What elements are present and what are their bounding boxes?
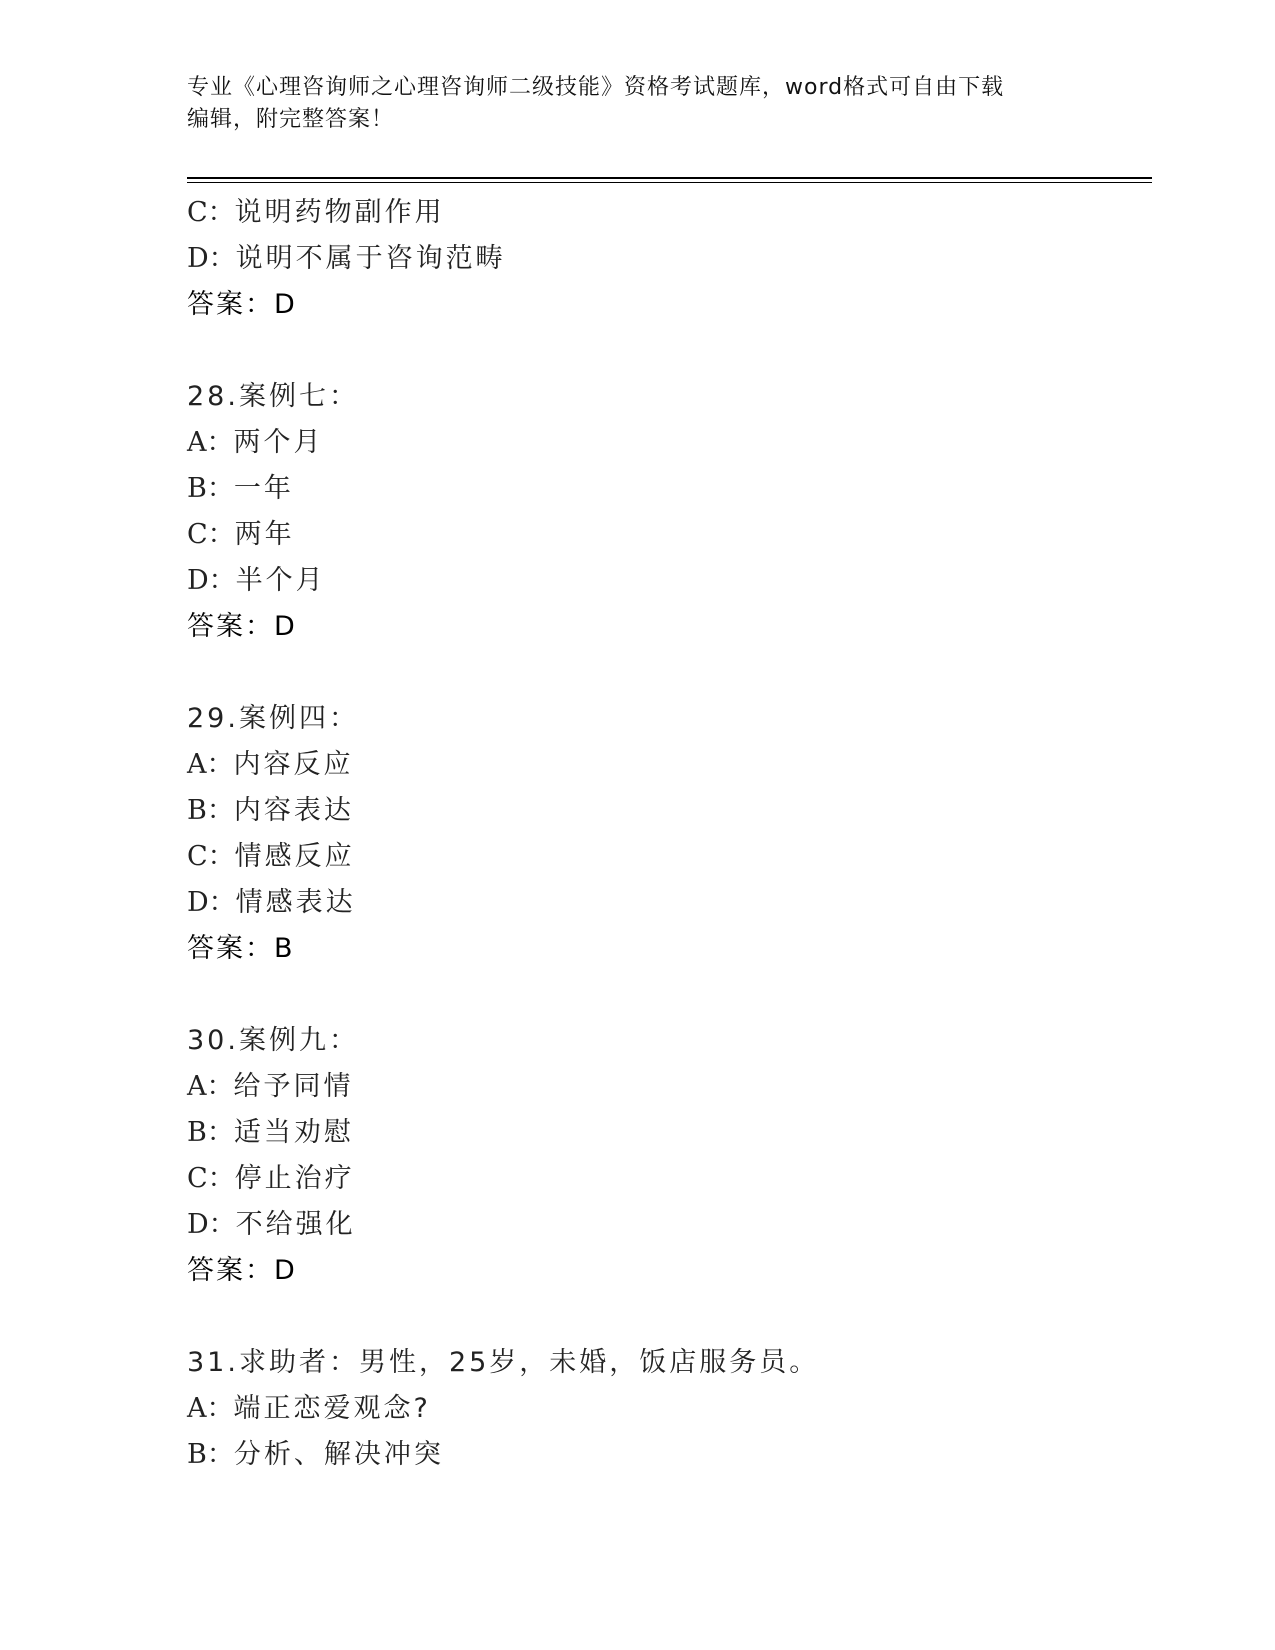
option-key: A：	[187, 427, 234, 458]
option-line	[187, 834, 1147, 880]
option-key: C：	[187, 1163, 235, 1194]
block-spacer	[187, 650, 1147, 696]
option-line	[187, 1432, 1147, 1478]
question-text: 29.案例四：	[187, 703, 359, 734]
option-key: D：	[187, 565, 236, 596]
option-key: B：	[187, 795, 234, 826]
option-text: 说明不属于咨询范畴	[235, 243, 506, 274]
block-spacer	[187, 1294, 1147, 1340]
option-line	[187, 1064, 1147, 1110]
option-text: 停止治疗	[234, 1163, 355, 1194]
block-spacer	[187, 328, 1147, 374]
option-text: 适当劝慰	[233, 1117, 354, 1148]
answer-line: 答案：B	[187, 933, 295, 964]
option-text: 半个月	[235, 565, 326, 596]
option-line	[187, 466, 1147, 512]
option-text: 一年	[233, 473, 294, 504]
option-key: D：	[187, 887, 236, 918]
option-key: C：	[187, 519, 235, 550]
option-key: D：	[187, 1209, 236, 1240]
option-key: C：	[187, 841, 235, 872]
option-text: 分析、解决冲突	[233, 1439, 444, 1470]
option-key: B：	[187, 1439, 234, 1470]
option-line	[187, 558, 1147, 604]
header-rule-thick	[187, 177, 1152, 179]
option-key: B：	[187, 1117, 234, 1148]
option-line	[187, 1110, 1147, 1156]
header-rule-thin	[187, 182, 1152, 183]
question-block	[187, 190, 1147, 374]
option-text: 内容反应	[233, 749, 354, 780]
option-line	[187, 420, 1147, 466]
option-key: C：	[187, 197, 235, 228]
option-line	[187, 512, 1147, 558]
question-text: 30.案例九：	[187, 1025, 359, 1056]
block-spacer	[187, 972, 1147, 1018]
header-line-1: 专业《心理咨询师之心理咨询师二级技能》资格考试题库，word格式可自由下载	[187, 75, 1005, 100]
option-text: 情感反应	[234, 841, 355, 872]
option-key: A：	[187, 749, 234, 780]
option-line	[187, 1386, 1147, 1432]
option-line	[187, 880, 1147, 926]
option-line	[187, 190, 1147, 236]
answer-line: 答案：D	[187, 1255, 297, 1286]
option-line	[187, 1156, 1147, 1202]
option-key: A：	[187, 1393, 234, 1424]
question-block	[187, 696, 1147, 1018]
option-text: 不给强化	[235, 1209, 356, 1240]
question-text: 28.案例七：	[187, 381, 359, 412]
header-line-2: 编辑，附完整答案！	[187, 107, 395, 132]
question-block	[187, 1340, 1147, 1478]
option-text: 端正恋爱观念?	[233, 1393, 431, 1424]
answer-line: 答案：D	[187, 611, 297, 642]
question-text: 31.求助者：男性，25岁，未婚，饭店服务员。	[187, 1347, 820, 1378]
option-key: D：	[187, 243, 236, 274]
option-line	[187, 236, 1147, 282]
option-text: 两个月	[233, 427, 324, 458]
option-line	[187, 1202, 1147, 1248]
option-key: B：	[187, 473, 234, 504]
option-text: 内容表达	[233, 795, 354, 826]
option-text: 说明药物副作用	[234, 197, 445, 228]
question-block	[187, 374, 1147, 696]
answer-line: 答案：D	[187, 289, 297, 320]
option-key: A：	[187, 1071, 234, 1102]
option-text: 两年	[234, 519, 295, 550]
question-list	[187, 190, 1147, 1478]
document-header	[187, 72, 1087, 136]
option-line	[187, 742, 1147, 788]
option-line	[187, 788, 1147, 834]
option-text: 情感表达	[235, 887, 356, 918]
question-block	[187, 1018, 1147, 1340]
option-text: 给予同情	[233, 1071, 354, 1102]
